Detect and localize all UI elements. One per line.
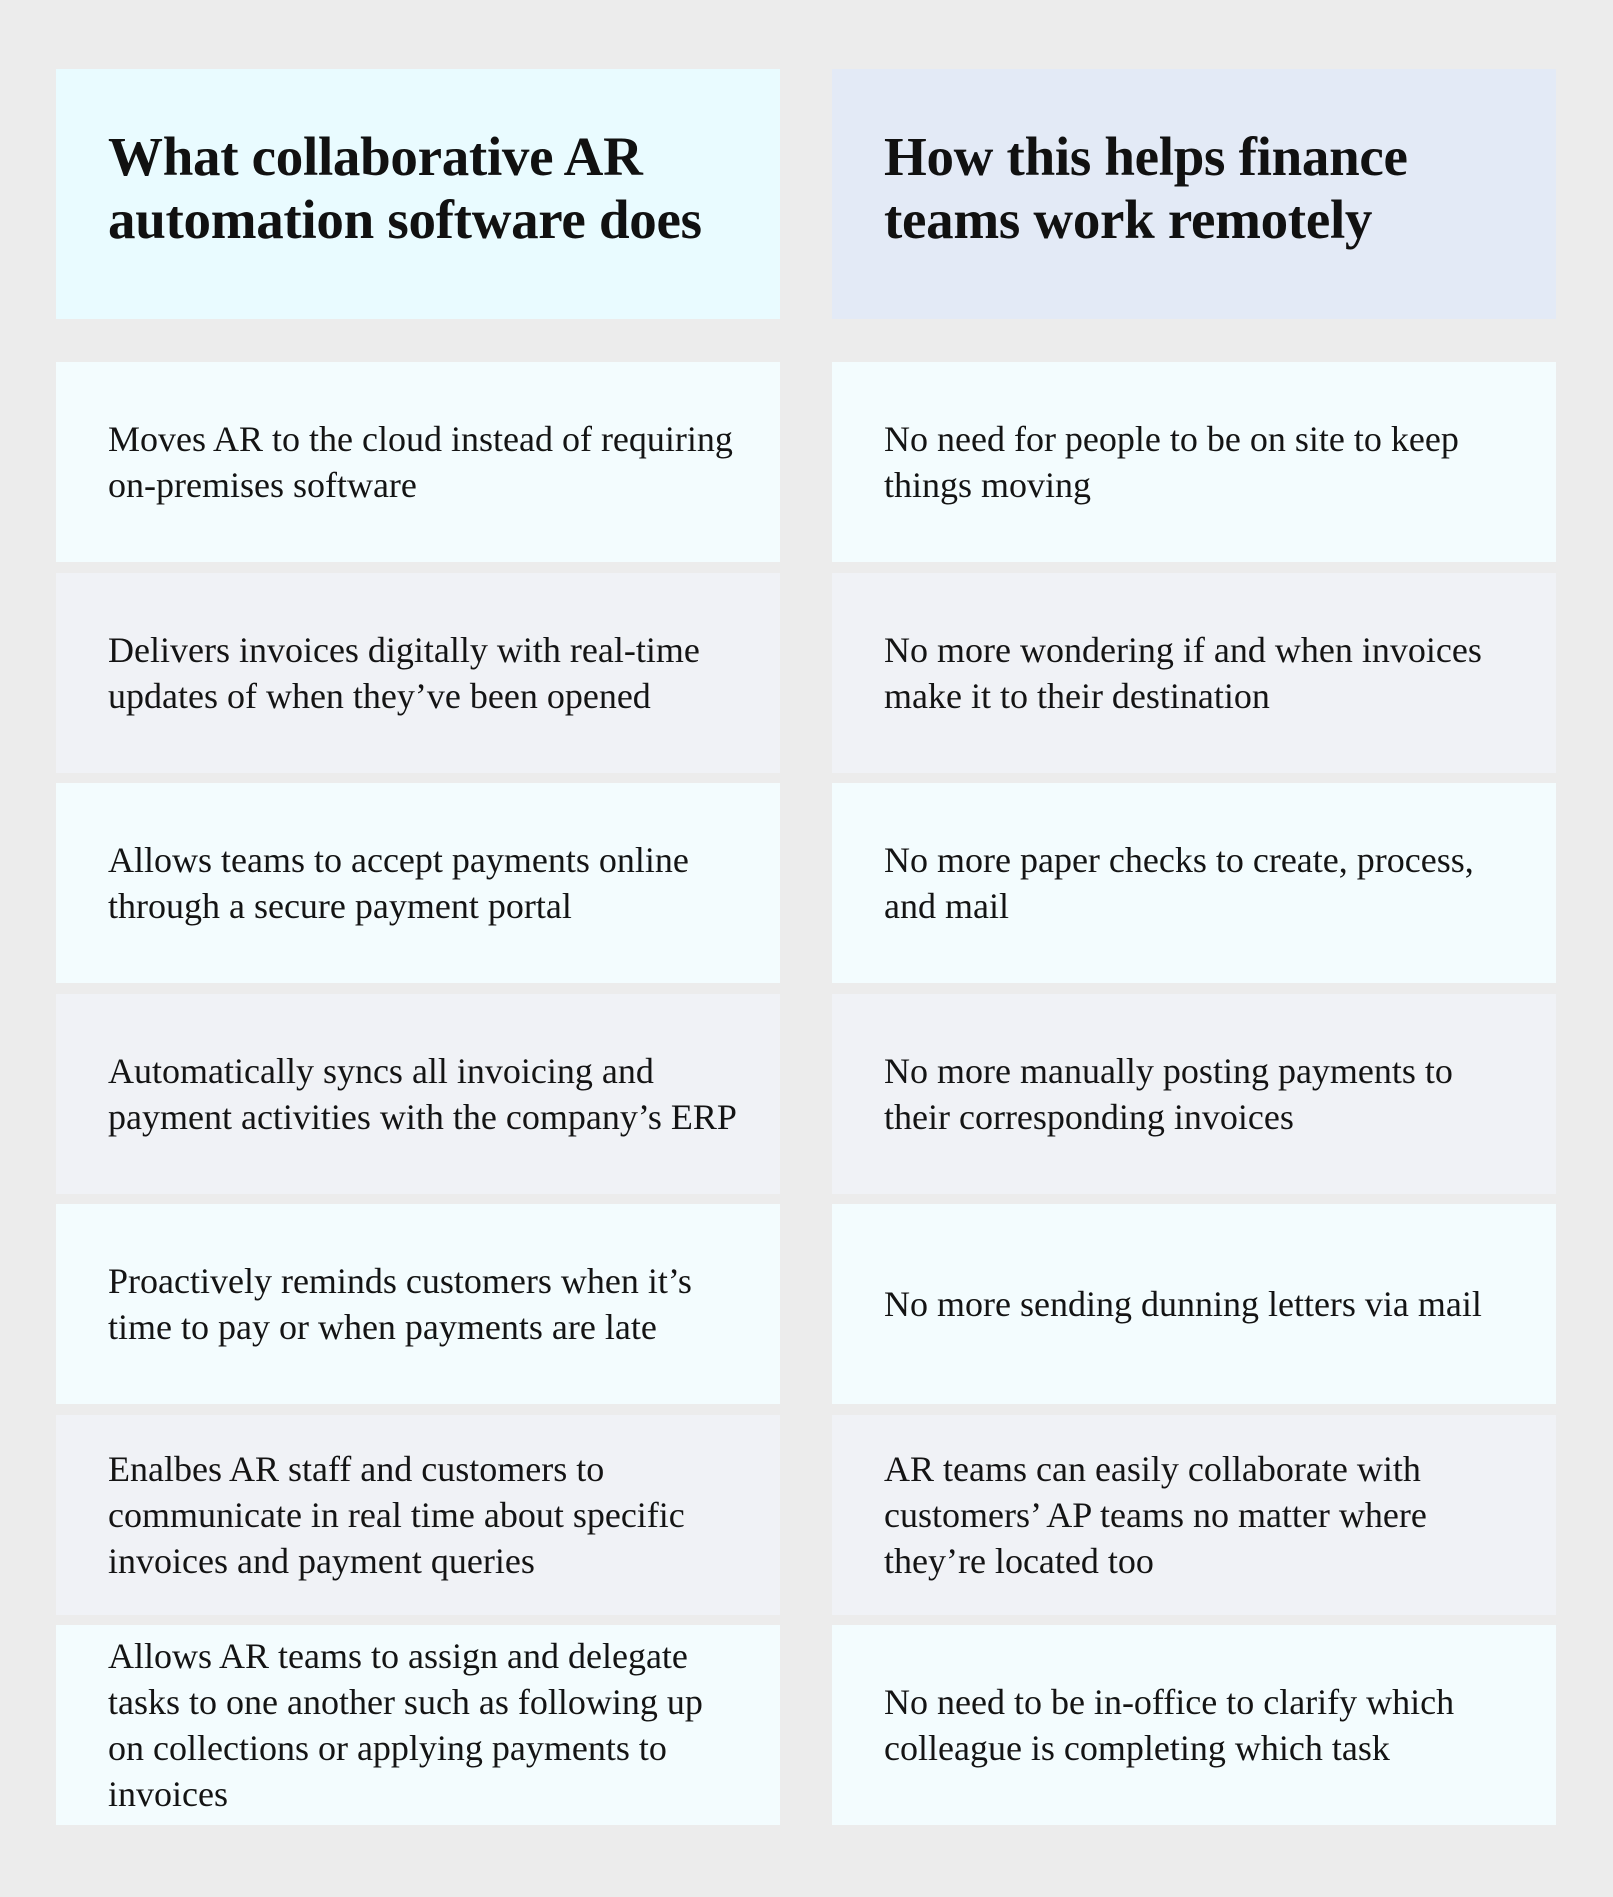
feature-text: Delivers invoices digitally with real-time updates of when they’ve been opened	[108, 629, 700, 716]
benefit-text: AR teams can easily collaborate with customers’ AP teams no matter where they’re located too	[884, 1448, 1427, 1581]
table-row	[56, 994, 1557, 1194]
table-row	[56, 573, 1557, 773]
benefit-text: No need to be in-office to clarify which colleague is completing which task	[884, 1682, 1455, 1768]
table-row	[56, 1204, 1557, 1404]
table-row	[56, 783, 1557, 983]
table-cell-feature	[56, 1204, 780, 1404]
table-cell-benefit	[832, 783, 1556, 983]
table-cell-benefit	[832, 1625, 1556, 1825]
feature-text: Allows AR teams to assign and delegate tasks to one another such as following up on collections or applying payments to invoices	[108, 1636, 703, 1814]
table-cell-benefit	[832, 1415, 1556, 1615]
table-row	[56, 362, 1557, 562]
header-cell-right	[832, 69, 1556, 319]
header-left-title: What collaborative AR automation software does	[108, 126, 702, 250]
benefit-text: No more manually posting payments to their corresponding invoices	[884, 1050, 1453, 1137]
feature-text: Enalbes AR staff and customers to communicate in real time about specific invoices and payment queries	[108, 1448, 685, 1581]
benefit-text: No more sending dunning letters via mail	[884, 1284, 1482, 1324]
table-cell-feature	[56, 1625, 780, 1825]
feature-text: Automatically syncs all invoicing and payment activities with the company’s ERP	[108, 1050, 737, 1137]
table-cell-feature	[56, 362, 780, 562]
benefit-text: No more wondering if and when invoices make it to their destination	[884, 629, 1482, 716]
table-cell-feature	[56, 573, 780, 773]
table-cell-benefit	[832, 1204, 1556, 1404]
table-cell-feature	[56, 783, 780, 983]
header-right-title: How this helps finance teams work remotely	[884, 126, 1408, 250]
table-cell-benefit	[832, 362, 1556, 562]
benefit-text: No need for people to be on site to keep things moving	[884, 419, 1459, 505]
table-cell-feature	[56, 1415, 780, 1615]
feature-text: Allows teams to accept payments online through a secure payment portal	[108, 840, 689, 926]
table-row	[56, 1625, 1557, 1825]
feature-text: Proactively reminds customers when it’s time to pay or when payments are late	[108, 1261, 692, 1347]
table-cell-benefit	[832, 994, 1556, 1194]
comparison-table-body	[56, 362, 1557, 1836]
benefit-text: No more paper checks to create, process, and mail	[884, 840, 1474, 926]
feature-text: Moves AR to the cloud instead of requiring on-premises software	[108, 419, 733, 505]
table-header	[56, 69, 1557, 319]
table-row	[56, 1415, 1557, 1615]
table-cell-benefit	[832, 573, 1556, 773]
header-cell-left	[56, 69, 780, 319]
table-cell-feature	[56, 994, 780, 1194]
